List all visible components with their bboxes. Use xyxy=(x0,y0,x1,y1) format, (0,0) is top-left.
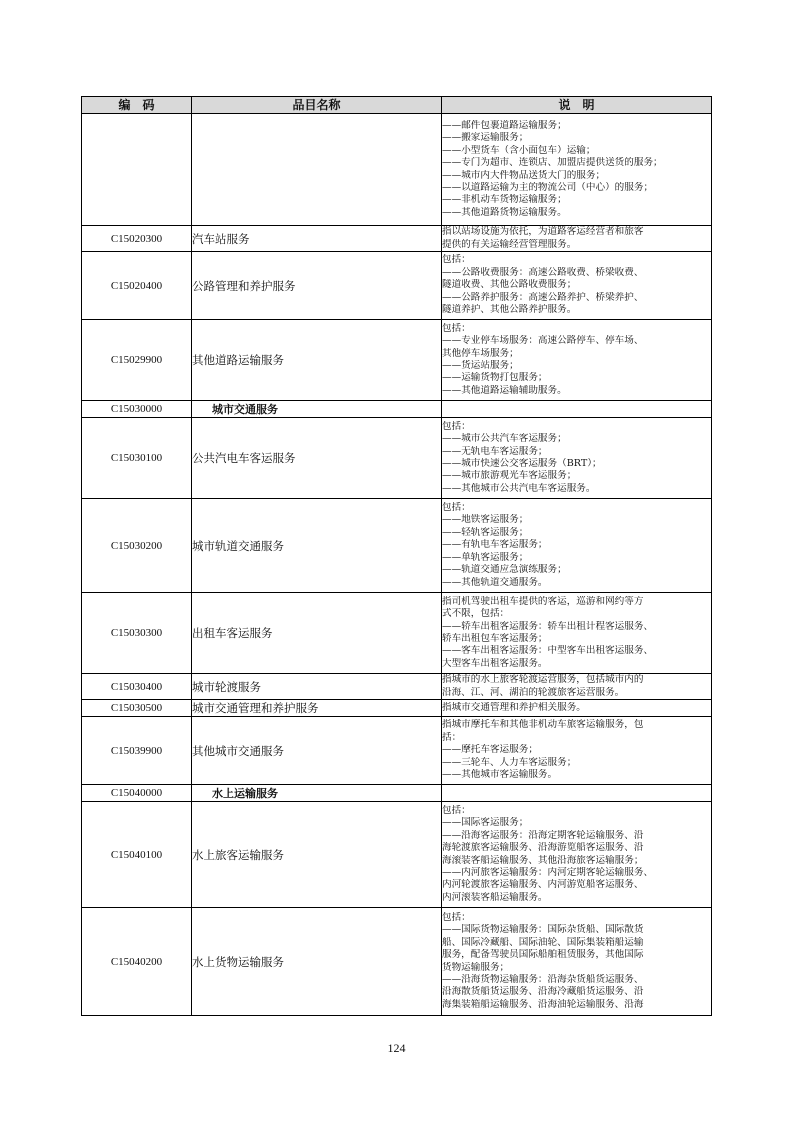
row-name: 城市轮渡服务 xyxy=(192,674,442,700)
table-row xyxy=(82,418,712,499)
description-line: 海轮渡旅客运输服务、沿海游览船客运服务、沿 xyxy=(442,842,644,854)
description-line: 包括： xyxy=(442,254,471,266)
table-row xyxy=(82,320,712,401)
row-description xyxy=(442,593,712,674)
row-description xyxy=(442,499,712,593)
row-code: C15039900 xyxy=(82,717,192,785)
row-description xyxy=(442,717,712,785)
table-body xyxy=(82,114,712,1016)
table-row xyxy=(82,226,712,252)
description-line: 指以站场设施为依托，为道路客运经营者和旅客 xyxy=(442,226,644,238)
description-line: 隧道收费、其他公路收费服务； xyxy=(442,279,577,291)
row-name: 其他道路运输服务 xyxy=(192,320,442,401)
description-line: 其他停车场服务； xyxy=(442,347,519,359)
row-description xyxy=(442,674,712,700)
row-code: C15040000 xyxy=(82,785,192,802)
row-description xyxy=(442,700,712,717)
row-description xyxy=(442,320,712,401)
row-description xyxy=(442,418,712,499)
description-line: 括： xyxy=(442,731,462,743)
description-line: 隧道养护、其他公路养护服务。 xyxy=(442,304,577,316)
description-line: 服务，配备驾驶员国际船舶租赁服务，其他国际 xyxy=(442,949,644,961)
row-code: C15020300 xyxy=(82,226,192,252)
description-line: ——摩托车客运服务； xyxy=(442,744,538,756)
catalog-table xyxy=(81,96,712,1016)
description-line: 内河滚装客船运输服务。 xyxy=(442,891,548,903)
description-line: ——其他城市客运输服务。 xyxy=(442,769,558,781)
row-name: 公共汽电车客运服务 xyxy=(192,418,442,499)
description-line: 指司机驾驶出租车提供的客运，巡游和网约等方 xyxy=(442,595,644,607)
description-line: ——城市公共汽车客运服务； xyxy=(442,433,567,445)
description-line: ——专业停车场服务：高速公路停车、停车场、 xyxy=(442,335,644,347)
description-line: ——其他城市公共汽电车客运服务。 xyxy=(442,482,596,494)
description-line: ——城市内大件物品送货大门的服务； xyxy=(442,169,606,181)
row-name xyxy=(192,114,442,226)
description-line: 沿海散货船货运服务、沿海冷藏船货运服务、沿 xyxy=(442,986,644,998)
description-line: ——地铁客运服务； xyxy=(442,514,529,526)
row-code: C15030500 xyxy=(82,700,192,717)
table-row xyxy=(82,674,712,700)
description-line: ——客车出租客运服务：中型客车出租客运服务、 xyxy=(442,645,654,657)
header-desc: 说 明 xyxy=(442,97,712,114)
description-line: 指城市摩托车和其他非机动车旅客运输服务，包 xyxy=(442,719,644,731)
table-row xyxy=(82,114,712,226)
description-line: 沿海、江、河、湖泊的轮渡旅客运营服务。 xyxy=(442,686,625,698)
table-row xyxy=(82,401,712,418)
description-line: ——国际客运服务； xyxy=(442,817,529,829)
description-line: ——公路养护服务：高速公路养护、桥梁养护、 xyxy=(442,291,644,303)
description-line: ——城市旅游观光车客运服务； xyxy=(442,470,577,482)
description-line: 提供的有关运输经营管理服务。 xyxy=(442,238,577,250)
description-line: 包括： xyxy=(442,804,471,816)
row-description xyxy=(442,114,712,226)
description-line: ——其他轨道交通服务。 xyxy=(442,576,548,588)
description-line: 船、国际冷藏船、国际油轮、国际集装箱船运输 xyxy=(442,936,644,948)
description-line: ——公路收费服务：高速公路收费、桥梁收费、 xyxy=(442,266,644,278)
row-description xyxy=(442,785,712,802)
description-line: ——轻轨客运服务； xyxy=(442,526,529,538)
description-line: 指城市的水上旅客轮渡运营服务，包括城市内的 xyxy=(442,674,644,686)
row-name: 城市交通服务 xyxy=(192,401,442,418)
description-line: 式不限，包括： xyxy=(442,608,510,620)
row-description xyxy=(442,401,712,418)
row-code: C15029900 xyxy=(82,320,192,401)
row-code: C15030400 xyxy=(82,674,192,700)
description-line: ——沿海客运服务：沿海定期客轮运输服务、沿 xyxy=(442,829,644,841)
description-line: 包括： xyxy=(442,322,471,334)
row-name: 城市交通管理和养护服务 xyxy=(192,700,442,717)
table-row xyxy=(82,252,712,320)
table-row xyxy=(82,499,712,593)
row-name: 城市轨道交通服务 xyxy=(192,499,442,593)
description-line: ——三轮车、人力车客运服务； xyxy=(442,756,577,768)
header-code: 编 码 xyxy=(82,97,192,114)
description-line: ——货运站服务； xyxy=(442,360,519,371)
row-code: C15030300 xyxy=(82,593,192,674)
description-line: ——无轨电车客运服务； xyxy=(442,445,548,457)
row-name: 出租车客运服务 xyxy=(192,593,442,674)
description-line: ——其他道路运输辅助服务。 xyxy=(442,384,567,396)
description-line: ——小型货车（含小面包车）运输； xyxy=(442,144,596,156)
row-name: 汽车站服务 xyxy=(192,226,442,252)
row-code: C15040100 xyxy=(82,802,192,908)
table-row xyxy=(82,908,712,1016)
description-line: ——单轨客运服务； xyxy=(442,551,529,563)
row-name: 公路管理和养护服务 xyxy=(192,252,442,320)
description-line: ——轿车出租客运服务：轿车出租计程客运服务、 xyxy=(442,620,654,632)
row-description xyxy=(442,252,712,320)
row-description xyxy=(442,802,712,908)
row-code xyxy=(82,114,192,226)
description-line: ——邮件包裹道路运输服务； xyxy=(442,119,567,131)
table-header-row xyxy=(82,97,712,114)
description-line: ——国际货物运输服务：国际杂货船、国际散货 xyxy=(442,924,644,936)
description-line: 包括： xyxy=(442,420,471,432)
row-name: 水上运输服务 xyxy=(192,785,442,802)
description-line: ——城市快速公交客运服务（BRT）； xyxy=(442,458,602,469)
description-line: ——内河旅客运输服务：内河定期客轮运输服务、 xyxy=(442,866,654,878)
description-line: ——搬家运输服务； xyxy=(442,132,529,144)
table-row xyxy=(82,593,712,674)
row-code: C15030200 xyxy=(82,499,192,593)
row-name: 水上货物运输服务 xyxy=(192,908,442,1016)
table-row xyxy=(82,700,712,717)
description-line: 包括： xyxy=(442,911,471,923)
row-code: C15040200 xyxy=(82,908,192,1016)
table-row xyxy=(82,785,712,802)
row-name: 其他城市交通服务 xyxy=(192,717,442,785)
page-number: 124 xyxy=(387,1041,406,1055)
description-line: ——沿海货物运输服务：沿海杂货船货运服务、 xyxy=(442,973,644,985)
description-line: 指城市交通管理和养护相关服务。 xyxy=(442,701,586,713)
row-description xyxy=(442,908,712,1016)
description-line: ——非机动车货物运输服务； xyxy=(442,194,567,206)
row-code: C15020400 xyxy=(82,252,192,320)
description-line: ——其他道路货物运输服务。 xyxy=(442,206,567,218)
description-line: ——专门为超市、连锁店、加盟店提供送货的服务； xyxy=(442,157,663,169)
description-line: 海滚装客船运输服务、其他沿海旅客运输服务； xyxy=(442,854,644,866)
description-line: 内河轮渡旅客运输服务、内河游览船客运服务、 xyxy=(442,879,644,891)
row-code: C15030000 xyxy=(82,401,192,418)
description-line: 大型客车出租客运服务。 xyxy=(442,657,548,669)
row-name: 水上旅客运输服务 xyxy=(192,802,442,908)
description-line: ——以道路运输为主的物流公司（中心）的服务； xyxy=(442,181,654,193)
description-line: ——运输货物打包服务； xyxy=(442,372,548,384)
table-row xyxy=(82,717,712,785)
row-code: C15030100 xyxy=(82,418,192,499)
row-description xyxy=(442,226,712,252)
description-line: 货物运输服务； xyxy=(442,961,510,973)
description-line: ——有轨电车客运服务； xyxy=(442,539,548,551)
table-row xyxy=(82,802,712,908)
description-line: 包括： xyxy=(442,502,471,514)
description-line: ——轨道交通应急演练服务； xyxy=(442,564,567,576)
header-name: 品目名称 xyxy=(192,97,442,114)
description-line: 海集装箱船运输服务、沿海油轮运输服务、沿海 xyxy=(442,998,644,1010)
description-line: 轿车出租包车客运服务； xyxy=(442,633,548,644)
